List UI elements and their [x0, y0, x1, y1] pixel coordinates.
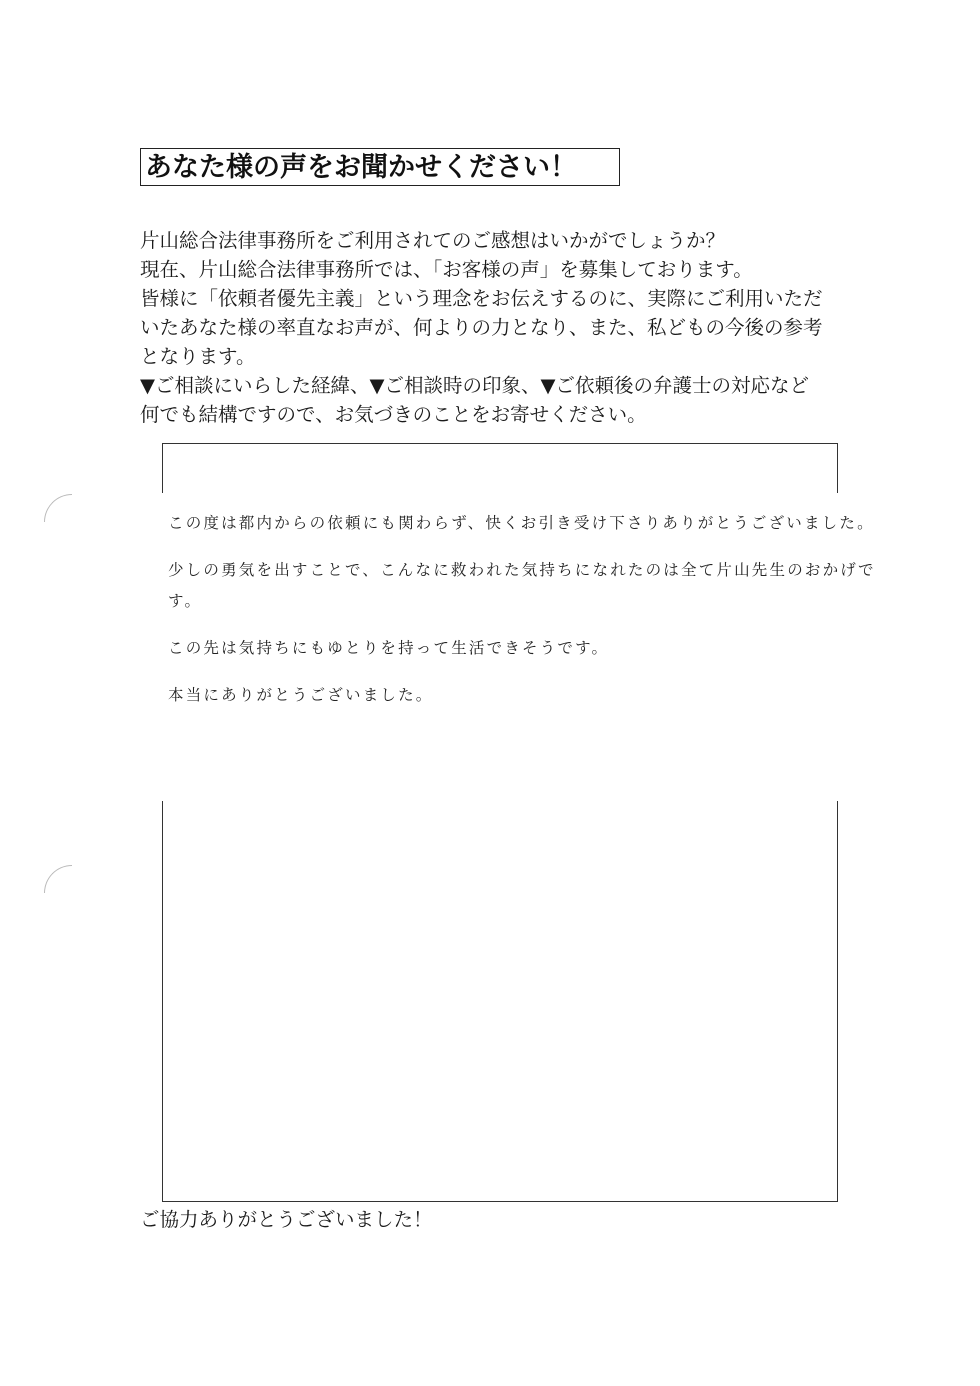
- customer-comment: [168, 508, 878, 727]
- comment-paragraph: この度は都内からの依頼にも関わらず、快くお引き受け下さりありがとうございました。: [168, 514, 875, 532]
- intro-line: となります。: [140, 345, 256, 368]
- comment-paragraph: 本当にありがとうございました。: [168, 686, 434, 704]
- intro-line: いたあなた様の率直なお声が、何よりの力となり、また、私どもの今後の参考: [140, 316, 823, 339]
- title-box: [140, 148, 620, 186]
- intro-line: 片山総合法律事務所をご利用されてのご感想はいかがでしょうか？: [140, 229, 726, 252]
- page-title: あなた様の声をお聞かせください！: [145, 151, 577, 183]
- intro-text: [140, 226, 860, 429]
- punch-hole-mark: [44, 865, 72, 893]
- comment-paragraph: 少しの勇気を出すことで、こんなに救われた気持ちになれたのは全て片山先生のおかげです。: [168, 561, 876, 610]
- intro-line: ▼ご相談にいらした経緯、▼ご相談時の印象、▼ご依頼後の弁護士の対応など: [140, 374, 809, 397]
- closing-message: ご協力ありがとうございました！: [140, 1208, 433, 1231]
- comment-paragraph: この先は気持ちにもゆとりを持って生活できそうです。: [168, 639, 610, 657]
- intro-line: 現在、片山総合法律事務所では、「お客様の声」を募集しております。: [140, 258, 753, 281]
- punch-hole-mark: [44, 494, 72, 522]
- intro-line: 何でも結構ですので、お気づきのことをお寄せください。: [140, 403, 647, 426]
- intro-line: 皆様に「依頼者優先主義」という理念をお伝えするのに、実際にご利用いただ: [140, 287, 823, 310]
